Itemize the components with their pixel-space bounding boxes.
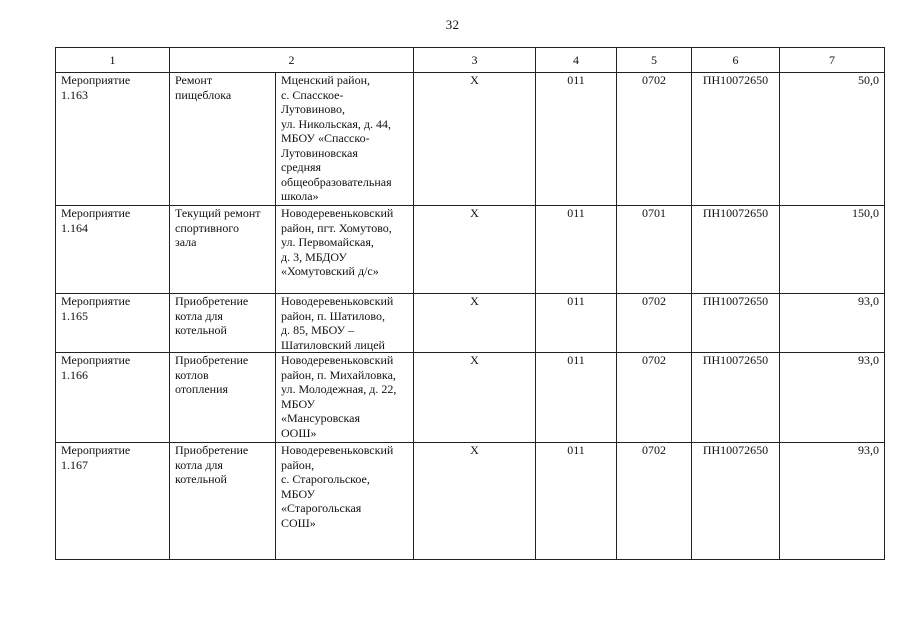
- location-line: Новодеревеньковский: [281, 353, 394, 367]
- location-cell: [276, 73, 414, 206]
- header-col-7: 7: [780, 48, 885, 73]
- col5-cell: 0702: [617, 294, 692, 353]
- location-line: «Хомутовский д/с»: [281, 264, 379, 278]
- location-line: Лутовиновская: [281, 145, 358, 160]
- event-label: Мероприятие: [61, 294, 131, 308]
- work-cell: [170, 443, 276, 560]
- table-row: [56, 443, 885, 560]
- col4-cell: 011: [536, 73, 617, 206]
- location-line: район, п. Шатилово,: [281, 308, 385, 323]
- col3-cell: Х: [414, 353, 536, 443]
- location-cell: [276, 294, 414, 353]
- work-line: Ремонт: [175, 73, 213, 87]
- event-label: Мероприятие: [61, 353, 131, 367]
- col6-cell: ПН10072650: [692, 443, 780, 560]
- location-line: д. 3, МБДОУ: [281, 249, 347, 264]
- work-line: отопления: [175, 382, 229, 396]
- event-number: 1.167: [61, 457, 88, 472]
- location-line: район,: [281, 457, 315, 472]
- event-label: Мероприятие: [61, 73, 131, 87]
- location-line: СОШ»: [281, 515, 316, 530]
- col3-cell: Х: [414, 73, 536, 206]
- work-cell: [170, 206, 276, 294]
- location-line: МБОУ «Спасско-: [281, 131, 370, 145]
- location-line: школа»: [281, 189, 319, 203]
- col6-cell: ПН10072650: [692, 294, 780, 353]
- work-line: зала: [175, 235, 197, 249]
- location-line: Новодеревеньковский: [281, 294, 394, 308]
- work-line: котельной: [175, 323, 227, 337]
- col6-cell: ПН10072650: [692, 353, 780, 443]
- col7-cell: 150,0: [780, 206, 885, 294]
- col3-cell: Х: [414, 206, 536, 294]
- col5-cell: 0702: [617, 443, 692, 560]
- table-row: [56, 73, 885, 206]
- col3-cell: Х: [414, 294, 536, 353]
- table-row: [56, 294, 885, 353]
- col4-cell: 011: [536, 353, 617, 443]
- event-number: 1.164: [61, 220, 88, 235]
- col7-cell: 50,0: [780, 73, 885, 206]
- location-line: Новодеревеньковский: [281, 443, 394, 457]
- work-cell: [170, 294, 276, 353]
- header-row: [56, 48, 885, 73]
- event-number: 1.166: [61, 367, 88, 382]
- header-col-2: 2: [170, 48, 414, 73]
- header-col-3: 3: [414, 48, 536, 73]
- col7-cell: 93,0: [780, 294, 885, 353]
- col4-cell: 011: [536, 294, 617, 353]
- location-line: МБОУ: [281, 486, 315, 501]
- budget-table: [55, 47, 885, 560]
- location-line: Лутовиново,: [281, 102, 346, 116]
- location-line: д. 85, МБОУ –: [281, 323, 355, 337]
- location-line: «Старогольская: [281, 501, 362, 515]
- work-line: спортивного: [175, 220, 239, 235]
- col6-cell: ПН10072650: [692, 206, 780, 294]
- page-number: 32: [445, 17, 460, 32]
- col5-cell: 0701: [617, 206, 692, 294]
- work-line: Приобретение: [175, 294, 249, 308]
- location-line: ул. Молодежная, д. 22,: [281, 382, 397, 396]
- col4-cell: 011: [536, 443, 617, 560]
- table-header: [56, 48, 885, 73]
- location-line: ООШ»: [281, 425, 317, 440]
- location-line: Шатиловский лицей: [281, 337, 385, 352]
- event-cell: [56, 206, 170, 294]
- location-line: общеобразовательная: [281, 174, 392, 189]
- work-line: котла для: [175, 457, 223, 472]
- work-line: Приобретение: [175, 443, 249, 457]
- location-cell: [276, 206, 414, 294]
- col3-cell: Х: [414, 443, 536, 560]
- event-cell: [56, 294, 170, 353]
- header-col-1: 1: [56, 48, 170, 73]
- col4-cell: 011: [536, 206, 617, 294]
- event-cell: [56, 73, 170, 206]
- header-col-6: 6: [692, 48, 780, 73]
- location-cell: [276, 443, 414, 560]
- header-col-5: 5: [617, 48, 692, 73]
- header-col-4: 4: [536, 48, 617, 73]
- col5-cell: 0702: [617, 73, 692, 206]
- table-row: [56, 206, 885, 294]
- col5-cell: 0702: [617, 353, 692, 443]
- location-line: ул. Первомайская,: [281, 235, 374, 249]
- location-line: «Мансуровская: [281, 411, 361, 425]
- location-line: МБОУ: [281, 396, 315, 411]
- work-cell: [170, 353, 276, 443]
- location-line: ул. Никольская, д. 44,: [281, 116, 391, 131]
- work-line: котлов: [175, 367, 209, 382]
- location-line: с. Старогольское,: [281, 472, 370, 486]
- location-line: с. Спасское-: [281, 87, 344, 102]
- work-line: Приобретение: [175, 353, 249, 367]
- col6-cell: ПН10072650: [692, 73, 780, 206]
- location-cell: [276, 353, 414, 443]
- col7-cell: 93,0: [780, 443, 885, 560]
- event-number: 1.163: [61, 87, 88, 102]
- work-line: Текущий ремонт: [175, 206, 261, 220]
- location-line: район, п. Михайловка,: [281, 367, 396, 382]
- work-line: котла для: [175, 308, 223, 323]
- work-line: пищеблока: [175, 87, 232, 102]
- location-line: район, пгт. Хомутово,: [281, 220, 392, 235]
- table-body: [56, 73, 885, 560]
- location-line: Новодеревеньковский: [281, 206, 394, 220]
- event-label: Мероприятие: [61, 443, 131, 457]
- location-line: Мценский район,: [281, 73, 371, 87]
- work-line: котельной: [175, 472, 227, 486]
- event-number: 1.165: [61, 308, 88, 323]
- work-cell: [170, 73, 276, 206]
- event-label: Мероприятие: [61, 206, 131, 220]
- col7-cell: 93,0: [780, 353, 885, 443]
- event-cell: [56, 443, 170, 560]
- location-line: средняя: [281, 160, 322, 174]
- event-cell: [56, 353, 170, 443]
- table-row: [56, 353, 885, 443]
